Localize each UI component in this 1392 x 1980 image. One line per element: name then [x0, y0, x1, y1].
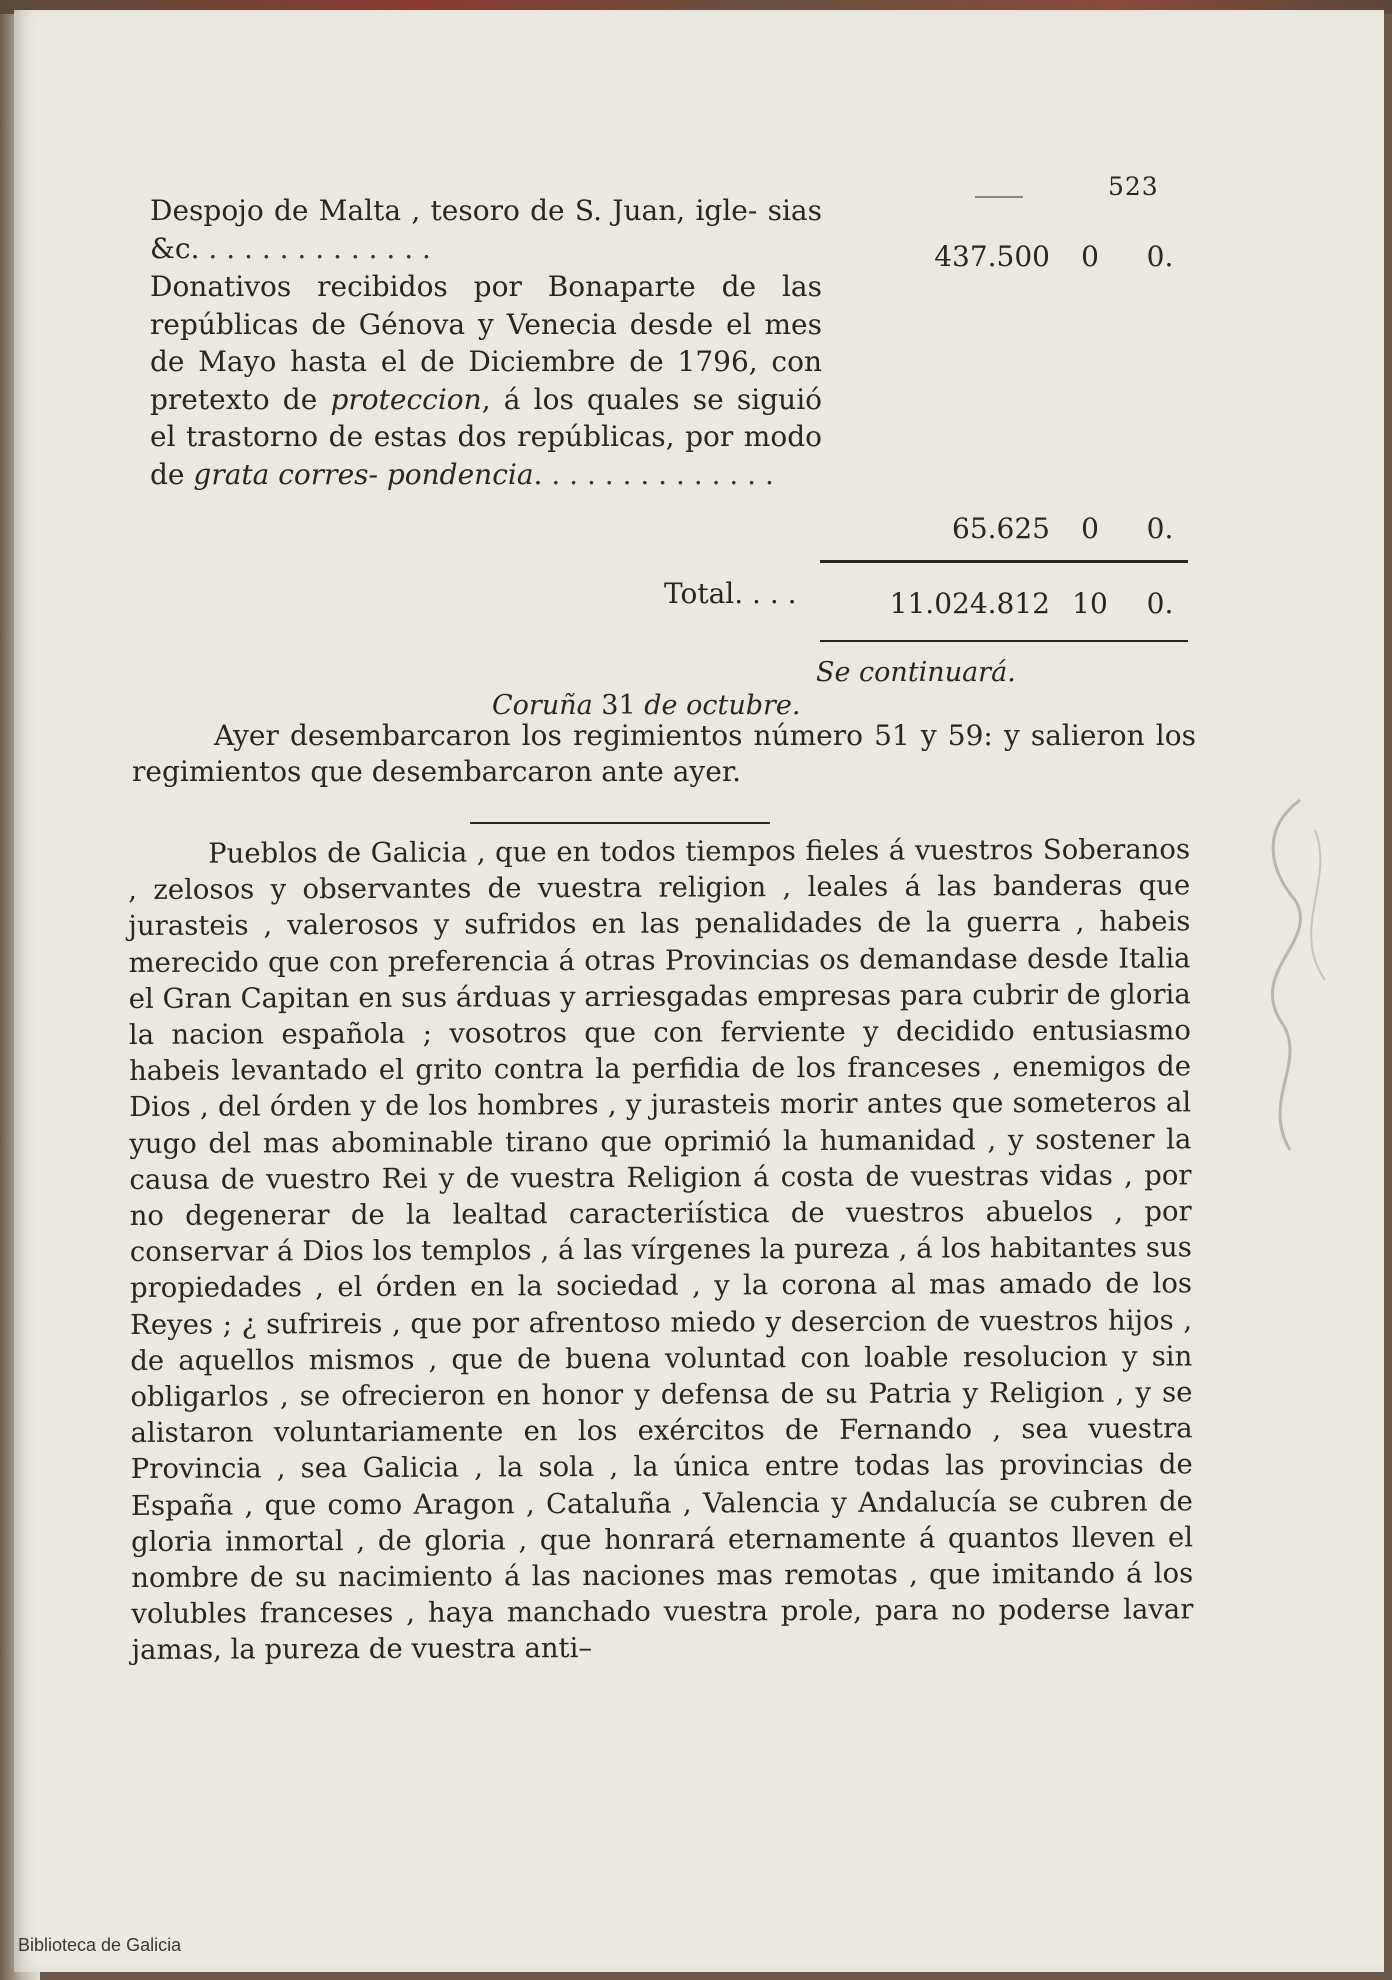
pencil-marks: [1240, 790, 1360, 1170]
total-col3: 0.: [1146, 587, 1174, 620]
total-col2: 10: [1072, 587, 1108, 620]
ledger-entry-malta: [150, 192, 822, 267]
total-amount: 11.024.812: [889, 587, 1050, 620]
dateline-month: octubre.: [686, 690, 801, 721]
ledger-entry-text: Donativos recibidos por Bonaparte de las repúblicas de Génova y Venecia desde el mes de Mayo hasta el de Diciembre de 1796, con pretexto de: [150, 270, 822, 416]
ledger-entry-text: Despojo de Malta , tesoro de S. Juan, igle- sias &c.: [150, 194, 822, 265]
amount-col3: 0.: [1146, 512, 1174, 545]
leader-dots: . . . . . . . . . . . . .: [551, 457, 774, 491]
amount-value: 437.500: [934, 240, 1050, 273]
total-amount-row: [889, 587, 1210, 620]
dateline-de: de: [644, 690, 678, 721]
total-label: Total. . . .: [664, 577, 797, 610]
section-separator: [470, 822, 770, 824]
ledger-entry-italic: proteccion: [330, 382, 482, 416]
dateline-day: 31: [601, 690, 636, 721]
page-number: 523: [1108, 172, 1159, 201]
dateline: [492, 690, 800, 721]
dateline-place: Coruña: [492, 690, 593, 721]
leader-dots: . . . . . . . . . . . . .: [208, 231, 431, 265]
amount-col2: 0: [1081, 512, 1099, 545]
library-watermark: Biblioteca de Galicia: [18, 1935, 182, 1955]
ledger-amount-row: [900, 240, 1210, 273]
proclamation-paragraph: Pueblos de Galicia , que en todos tiempos fieles á vuestros Soberanos , zelosos y observantes de vuestra religion , leales á las banderas que jurasteis , valerosos y sufridos en las penalidades de la guerra , habeis merecido que con preferencia á otras Provincias os demandase desde Italia el Gran Capitan en sus árduas y arriesgadas empresas para cubrir de gloria la nacion española ; vosotros que con ferviente y decidido entusiasmo habeis levantado el grito contra la perfidia de los franceses , enemigos de Dios , del órden y de los hombres , y jurasteis morir antes que someteros al yugo del mas abominable tirano que oprimió la humanidad , y sostener la causa de vuestro Rei y de vuestra Religion á costa de vuestras vidas , por no degenerar de la lealtad caracteriística de vuestros abuelos , por conservar á Dios los templos , á las vírgenes la pureza , á los habitantes sus propiedades , el órden en la sociedad , y la corona al mas amado de los Reyes ; ¿ sufrireis , que por afrentoso miedo y desercion de vuestros hijos , de aquellos mismos , que de buena voluntad con loable resolucion y sin obligarlos , se ofrecieron en honor y defensa de su Patria y Religion , y se alistaron voluntariamente en los exércitos de Fernando , sea vuestra Provincia , sea Galicia , la sola , la única entre todas las provincias de España , que como Aragon , Cataluña , Valencia y Andalucía se cubren de gloria inmortal , de gloria , que honrará eternamente á quantos lleven el nombre de su nacimiento á las naciones mas remotas , que imitando á los volubles franceses , haya manchado vuestra prole, para no poderse lavar jamas, la pureza de vuestra anti–: [128, 833, 1194, 1667]
ledger-entry-text: , á los quales se siguió el trastorno de estas dos repúblicas, por modo de: [150, 382, 823, 491]
amount-col2: 0: [1081, 240, 1099, 273]
ledger-entry-italic: grata corres- pondencia: [193, 457, 534, 491]
ledger-entry-donativos: Donativos recibidos por Bonaparte de las repúblicas de Génova y Venecia desde el mes de Mayo hasta el de Diciembre de 1796, con pretexto de proteccion, á los quales se siguió el trastorno de estas dos repúblicas, por modo de grata corres- pondencia. . . . . . . . . . . . . .: [150, 270, 823, 491]
sum-rule: [820, 560, 1188, 563]
amount-value: 65.625: [952, 512, 1050, 545]
news-paragraph: Ayer desembarcaron los regimientos número 51 y 59: y salieron los regimientos que desembarcaron ante ayer.: [132, 719, 1196, 788]
continuation-note: Se continuará.: [816, 657, 1016, 688]
amount-col3: 0.: [1146, 240, 1174, 273]
ledger-amount-row: [900, 512, 1210, 545]
total-underline: [820, 640, 1188, 642]
header-dash: [975, 196, 1023, 198]
